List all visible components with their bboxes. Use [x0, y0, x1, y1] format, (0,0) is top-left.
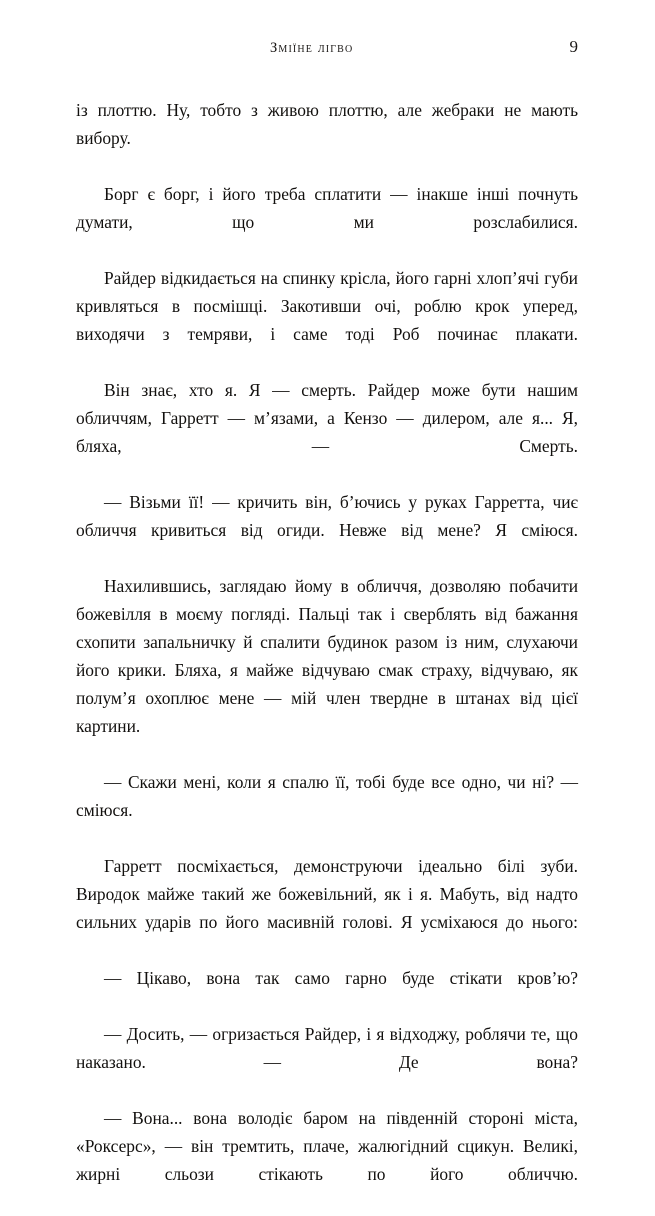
- paragraph: — Вона... вона володіє баром на південній стороні міста, «Роксерс», — він тремтить, плаче, жалюгідний сцикун. Великі, жирні сльози стікають по його обличчю.: [76, 1108, 578, 1184]
- body-text-block: [76, 96, 578, 1216]
- paragraph: Борг є борг, і його треба сплатити — інакше інші почнуть думати, що ми розслабилися.: [76, 184, 578, 232]
- paragraph: — Скажи мені, коли я спалю її, тобі буде все одно, чи ні? — сміюся.: [76, 772, 578, 820]
- page-number: 9: [569, 37, 578, 56]
- paragraph: Райдер відкидається на спинку крісла, його гарні хлопʼячі губи кривляться в посмішці. Закотивши очі, роблю крок уперед, виходячи з темряви, і саме тоді Роб починає плакати.: [76, 268, 578, 344]
- paragraph: із плоттю. Ну, тобто з живою плоттю, але жебраки не мають вибору.: [76, 100, 578, 148]
- paragraph: — Досить, — огризається Райдер, і я відходжу, роблячи те, що наказано. — Де вона?: [76, 1024, 578, 1072]
- paragraph: Нахилившись, заглядаю йому в обличчя, дозволяю побачити божевілля в моєму погляді. Пальці так і сверблять від бажання схопити запальничку й спалити будинок разом із ним, слухаючи його крики. Бляха, я майже відчуваю смак страху, відчуваю, як полумʼя охоплює мене — мій член твердне в штанах від цієї картини.: [76, 576, 578, 736]
- paragraph: Гарретт посміхається, демонструючи ідеально білі зуби. Виродок майже такий же божевільний, як і я. Мабуть, від надто сильних ударів по його масивній голові. Я усміхаюся до нього:: [76, 856, 578, 932]
- paragraph: — Візьми її! — кричить він, бʼючись у руках Гарретта, чиє обличчя кривиться від огиди. Невже від мене? Я сміюся.: [76, 492, 578, 540]
- paragraph: Він знає, хто я. Я — смерть. Райдер може бути нашим обличчям, Гарретт — мʼязами, а Кензо — дилером, але я... Я, бляха, — Смерть.: [76, 380, 578, 456]
- running-head: [76, 38, 578, 62]
- paragraph: — Цікаво, вона так само гарно буде стікати кровʼю?: [104, 968, 578, 988]
- running-head-title: Зміїне лігво: [270, 40, 354, 56]
